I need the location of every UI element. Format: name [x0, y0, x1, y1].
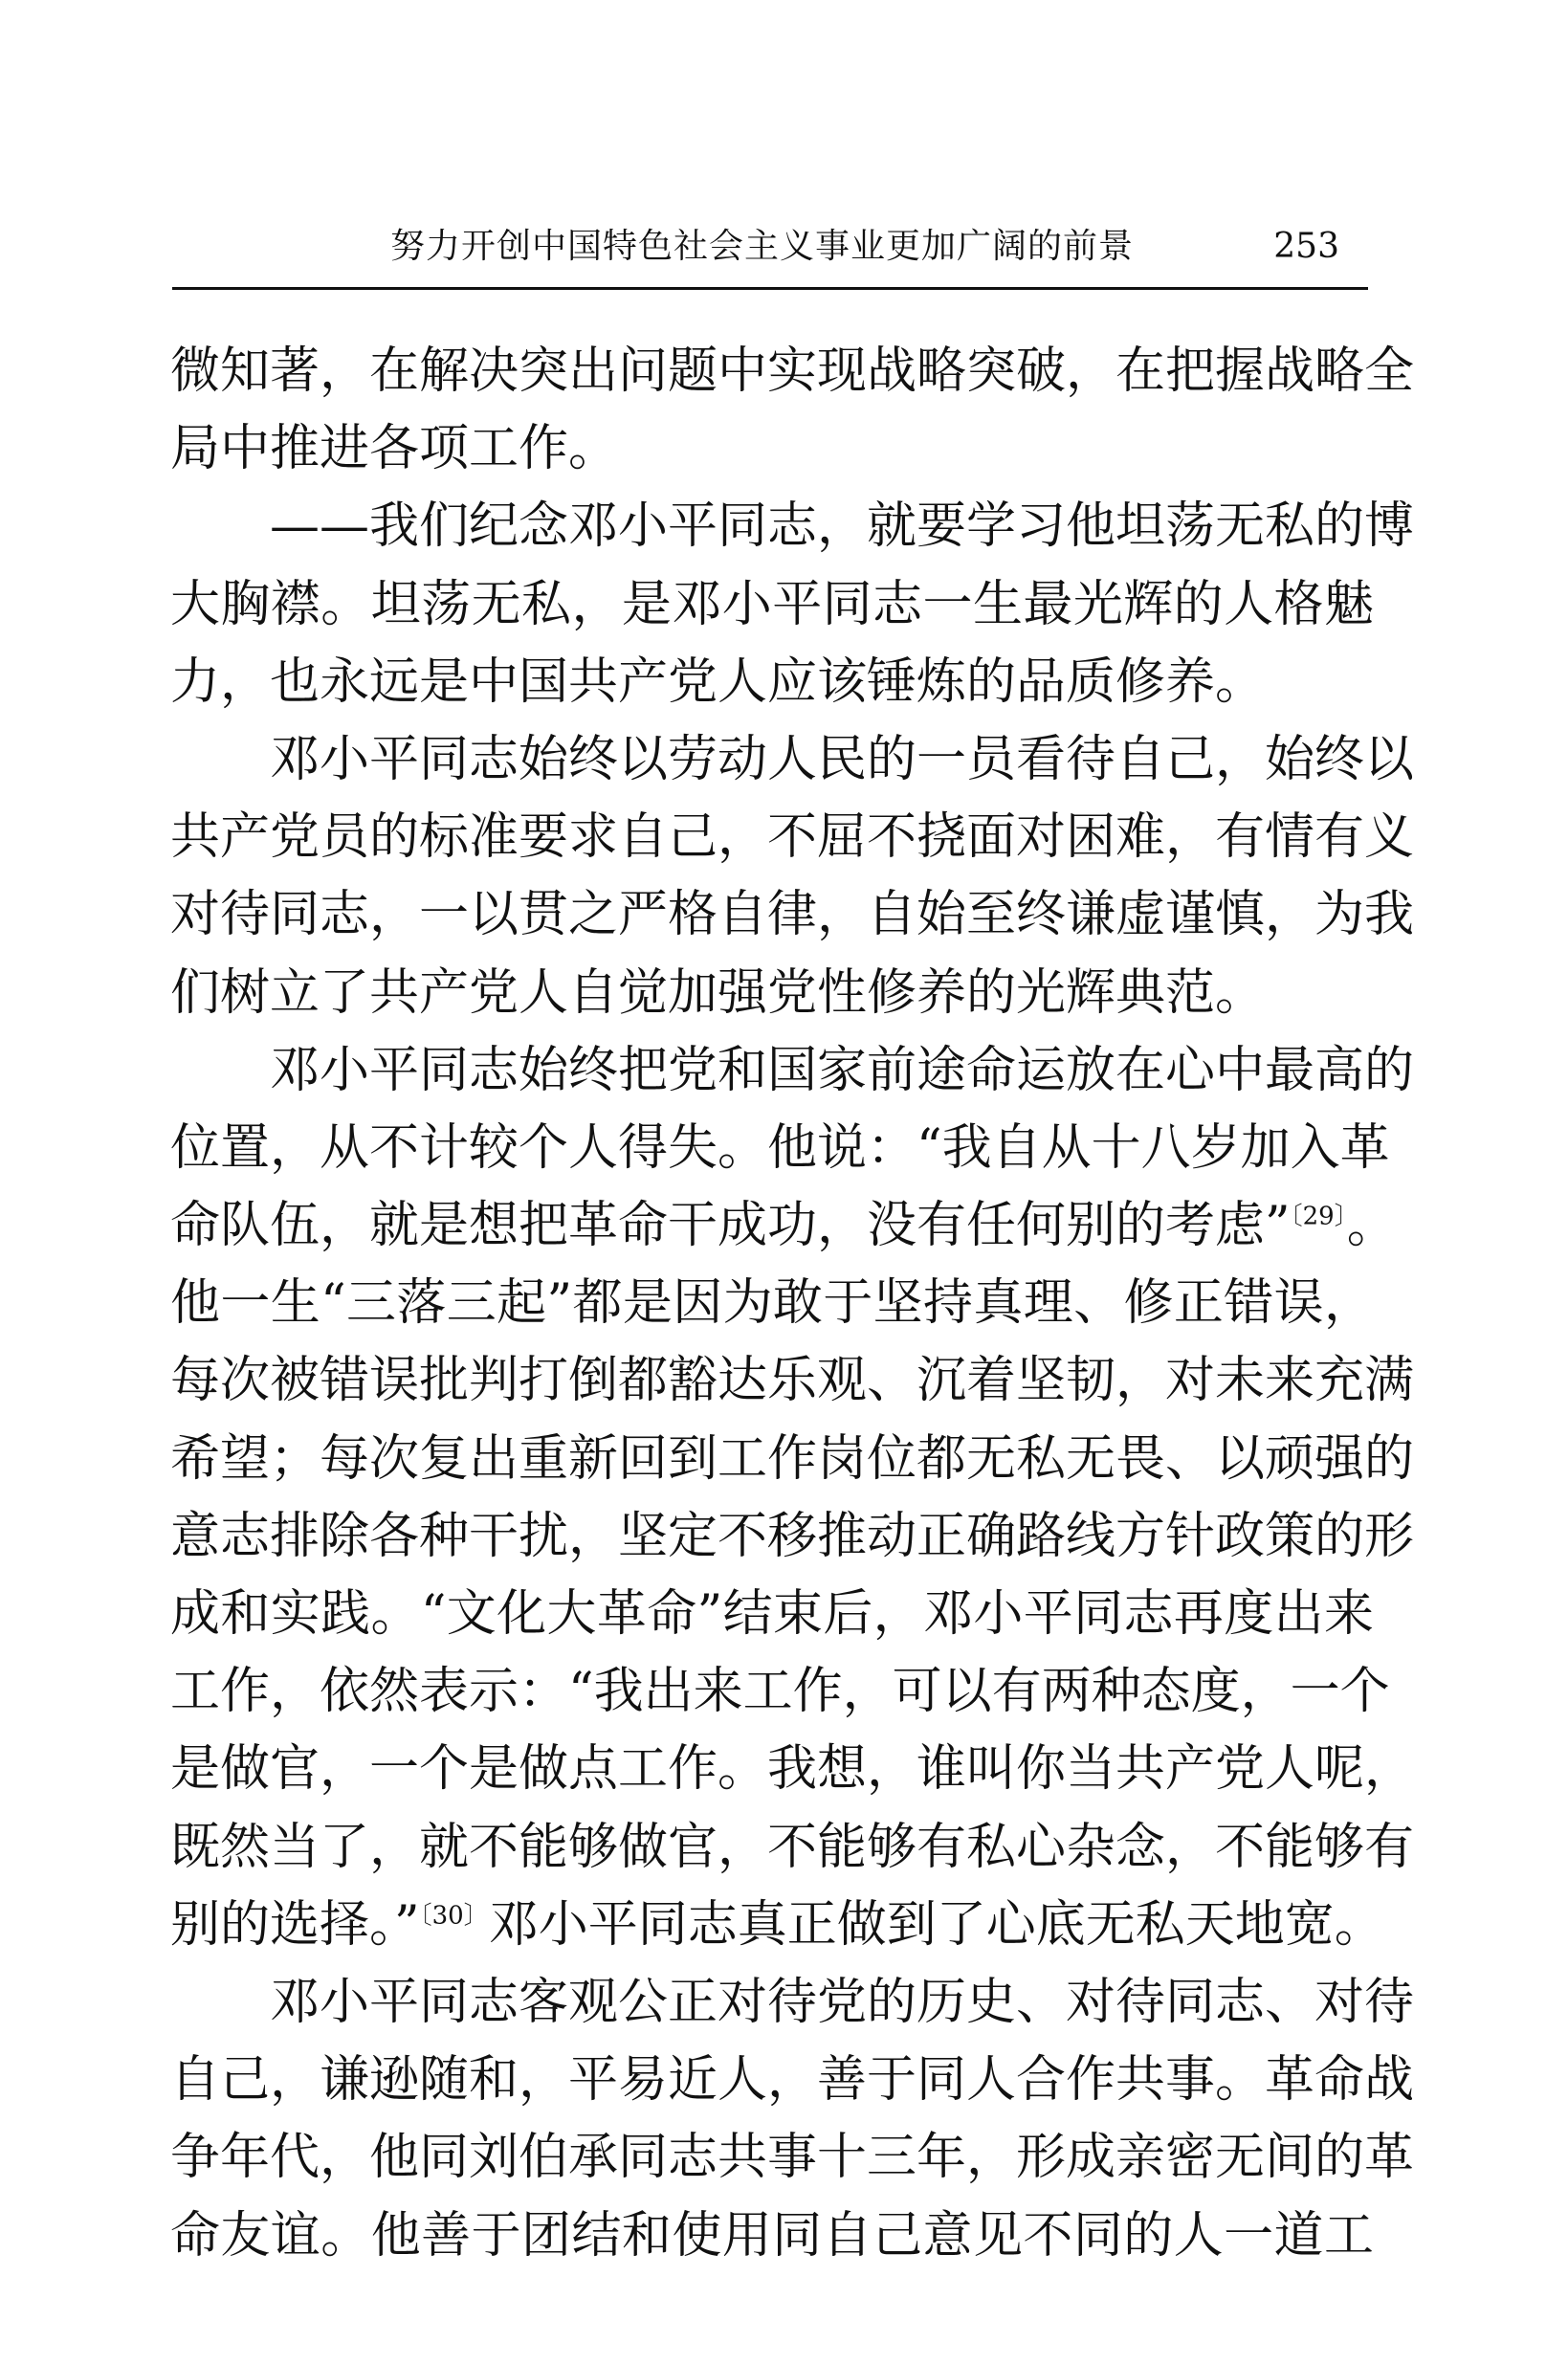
text-line: 命友谊。他善于团结和使用同自己意见不同的人一道工	[170, 2206, 1374, 2265]
text-line: 微知著，在解决突出问题中实现战略突破，在把握战略全	[170, 343, 1415, 400]
citation-30: 〔30〕	[419, 1901, 489, 1931]
running-header	[172, 218, 1368, 285]
text-line: 大胸襟。坦荡无私，是邓小平同志一生最光辉的人格魅	[170, 575, 1374, 633]
text-line: 成和实践。“文化大革命”结束后，邓小平同志再度出来	[170, 1585, 1374, 1643]
text-line: 争年代，他同刘伯承同志共事十三年，形成亲密无间的革	[170, 2129, 1415, 2187]
text-line: 位置，从不计较个人得失。他说：“我自从十八岁加入革	[170, 1118, 1390, 1177]
text-line: 他一生“三落三起”都是因为敢于坚持真理、修正错误，	[170, 1274, 1374, 1333]
text-line: ——我们纪念邓小平同志，就要学习他坦荡无私的博	[270, 497, 1415, 556]
header-rule	[172, 287, 1368, 290]
page-number: 253	[1273, 227, 1339, 266]
text-line: 是做官，一个是做点工作。我想，谁叫你当共产党人呢，	[170, 1740, 1415, 1799]
body-text	[170, 333, 1415, 2275]
text-line: 每次被错误批判打倒都豁达乐观、沉着坚韧，对未来充满	[170, 1352, 1415, 1410]
text-line: 对待同志，一以贯之严格自律，自始至终谦虚谨慎，为我	[170, 886, 1415, 944]
text-line: 共产党员的标准要求自己，不屈不挠面对困难，有情有义	[170, 808, 1415, 867]
text-line: 既然当了，就不能够做官，不能够有私心杂念，不能够有	[170, 1818, 1415, 1876]
text-line: 们树立了共产党人自觉加强党性修养的光辉典范。	[170, 963, 1266, 1022]
running-title: 努力开创中国特色社会主义事业更加广阔的前景	[390, 227, 1135, 266]
text-line: 工作，依然表示：“我出来工作，可以有两种态度，一个	[170, 1663, 1390, 1721]
text-line: 希望；每次复出重新回到工作岗位都无私无畏、以顽强的	[170, 1429, 1415, 1488]
text-line: 命队伍，就是想把革命干成功，没有任何别的考虑”$^{〔29〕}$。	[170, 1197, 1397, 1255]
text-line: 别的选择。”$^{〔30〕}$邓小平同志真正做到了心底无私天地宽。	[170, 1895, 1384, 1954]
text-line: 意志排除各种干扰，坚定不移推动正确路线方针政策的形	[170, 1507, 1415, 1565]
text-line: 局中推进各项工作。	[170, 420, 619, 478]
text-line: 邓小平同志始终把党和国家前途命运放在心中最高的	[270, 1041, 1415, 1099]
text-line: 自己，谦逊随和，平易近人，善于同人合作共事。革命战	[170, 2051, 1415, 2110]
text-line: 邓小平同志客观公正对待党的历史、对待同志、对待	[270, 1973, 1415, 2031]
text-line: 力，也永远是中国共产党人应该锤炼的品质修养。	[170, 652, 1266, 711]
citation-29: 〔29〕	[1290, 1202, 1347, 1231]
text-line: 邓小平同志始终以劳动人民的一员看待自己，始终以	[270, 730, 1415, 788]
